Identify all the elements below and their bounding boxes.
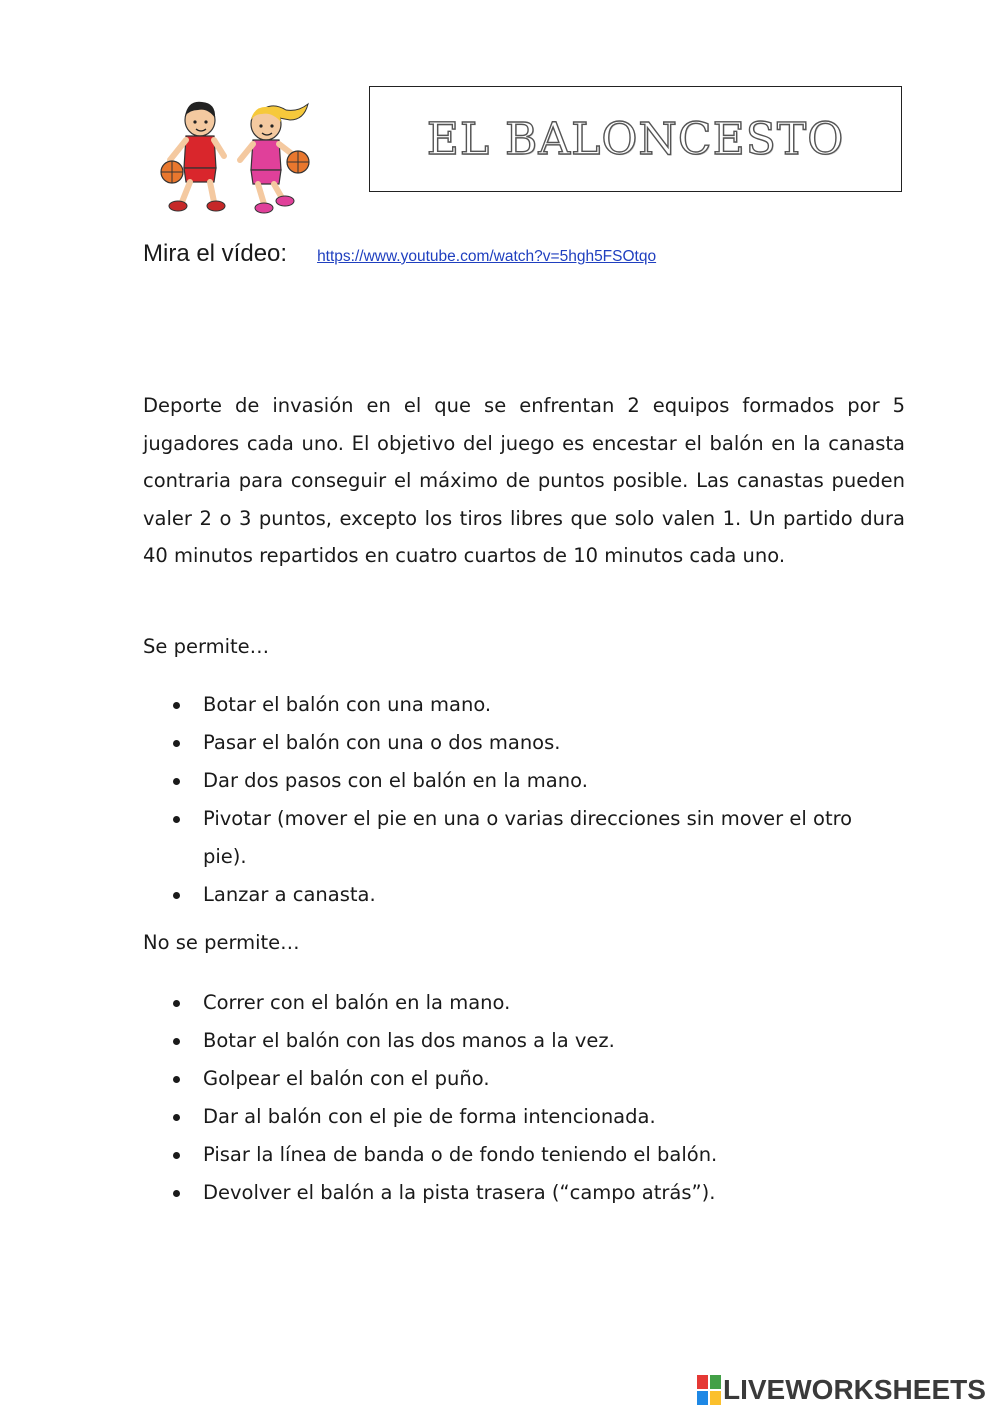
- liveworksheets-watermark: [697, 1374, 986, 1406]
- allowed-item: Pivotar (mover el pie en una o varias direcciones sin mover el otro pie).: [168, 800, 888, 876]
- kids-basketball-illustration: [158, 98, 313, 218]
- logo-square: [710, 1375, 721, 1389]
- video-label: Mira el vídeo:: [143, 240, 288, 267]
- boy-basketball: [161, 161, 183, 183]
- girl-basketball: [287, 151, 309, 173]
- logo-square: [697, 1375, 708, 1389]
- forbidden-item: Pisar la línea de banda o de fondo teniendo el balón.: [168, 1136, 888, 1174]
- forbidden-heading: No se permite…: [143, 931, 300, 954]
- forbidden-list: [168, 984, 888, 1212]
- boy-figure: [169, 102, 225, 211]
- logo-square: [710, 1391, 721, 1405]
- allowed-item: Botar el balón con una mano.: [168, 686, 888, 724]
- kids-basketball-image: [158, 98, 313, 218]
- allowed-list: [168, 686, 888, 914]
- page-title: EL BALONCESTO: [426, 113, 845, 165]
- intro-paragraph: Deporte de invasión en el que se enfrentan 2 equipos formados por 5 jugadores cada uno. El objetivo del juego es encestar el balón en la canasta contraria para conseguir el máximo de puntos posible. Las canastas pueden valer 2 o 3 puntos, excepto los tiros libres que solo valen 1. Un partido dura 40 minutos repartidos en cuatro cuartos de 10 minutos cada uno.: [143, 394, 905, 567]
- video-line: [143, 240, 656, 268]
- watermark-text: LIVEWORKSHEETS: [723, 1374, 986, 1405]
- allowed-item: Dar dos pasos con el balón en la mano.: [168, 762, 888, 800]
- forbidden-item: Dar al balón con el pie de forma intencionada.: [168, 1098, 888, 1136]
- allowed-item: Lanzar a canasta.: [168, 876, 888, 914]
- allowed-heading: Se permite…: [143, 635, 270, 658]
- allowed-item: Pasar el balón con una o dos manos.: [168, 724, 888, 762]
- video-link[interactable]: https://www.youtube.com/watch?v=5hgh5FSOtqo: [317, 248, 657, 265]
- title-box: [369, 86, 902, 192]
- forbidden-item: Devolver el balón a la pista trasera (“campo atrás”).: [168, 1174, 888, 1212]
- liveworksheets-logo-icon: [697, 1375, 721, 1405]
- logo-square: [697, 1391, 708, 1405]
- forbidden-item: Correr con el balón en la mano.: [168, 984, 888, 1022]
- forbidden-item: Golpear el balón con el puño.: [168, 1060, 888, 1098]
- forbidden-item: Botar el balón con las dos manos a la vez.: [168, 1022, 888, 1060]
